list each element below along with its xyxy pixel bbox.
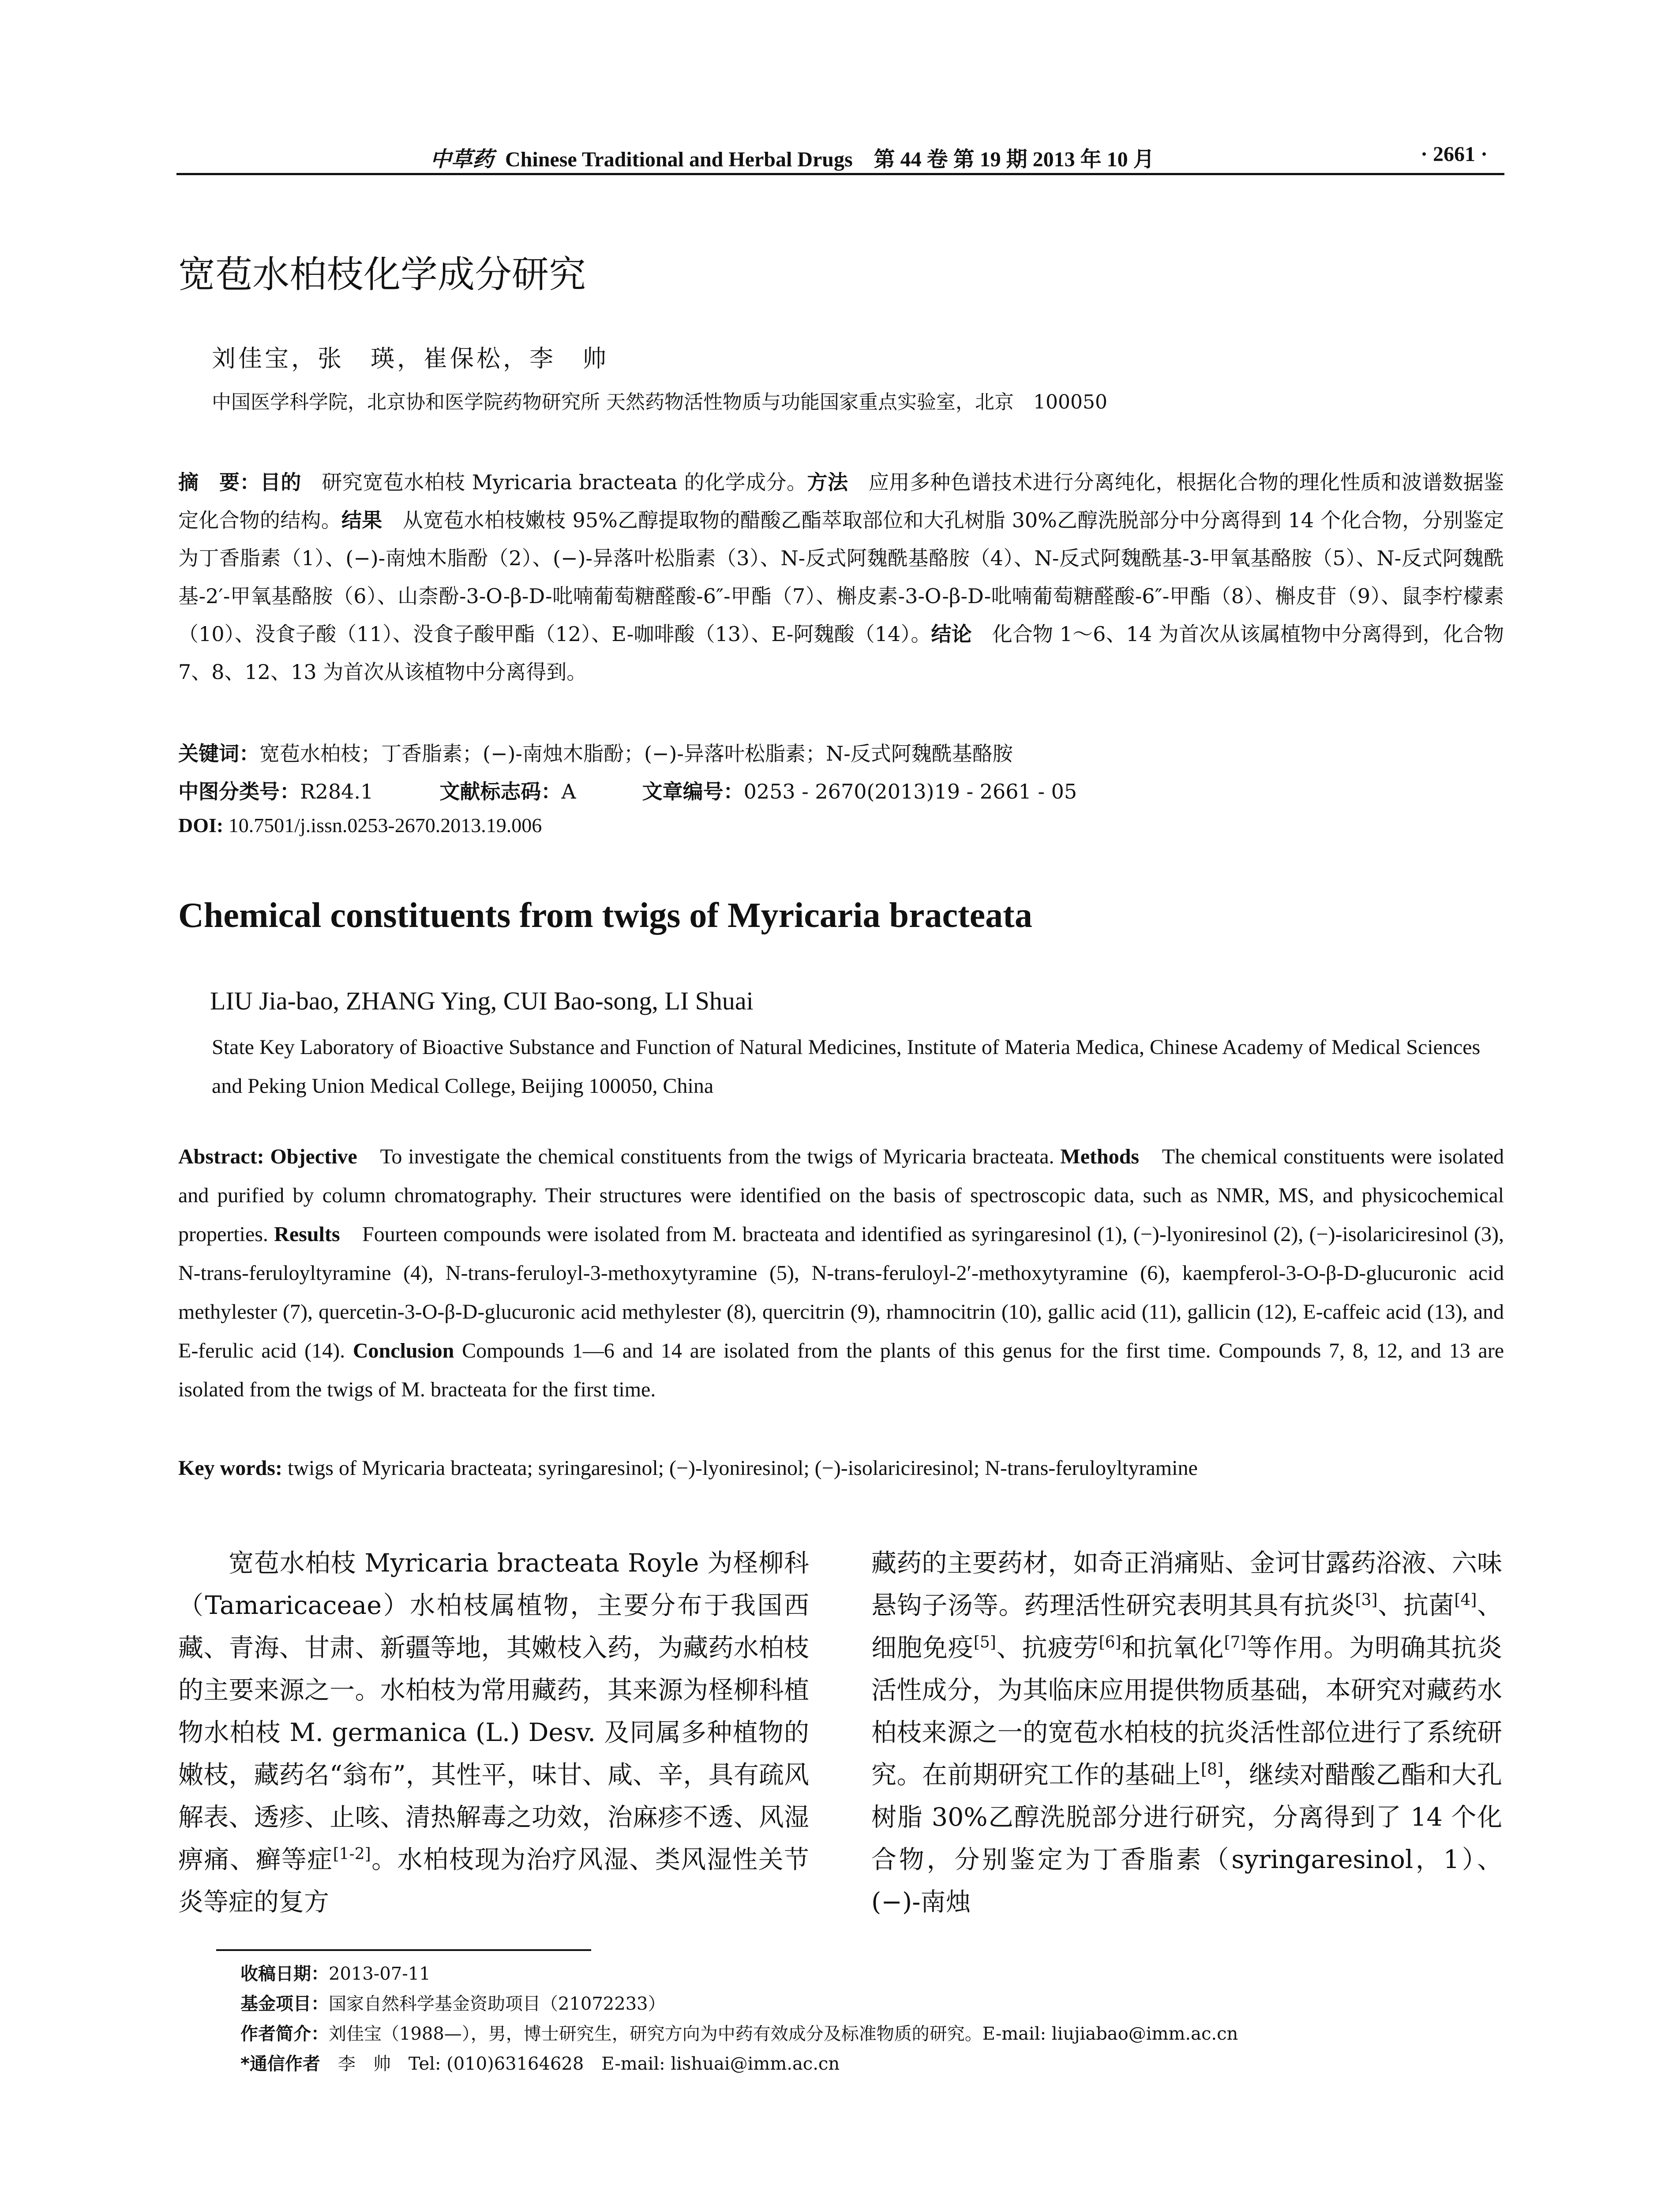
doi-value: 10.7501/j.issn.0253-2670.2013.19.006: [223, 814, 542, 837]
body-left-text: 宽苞水柏枝 Myricaria bracteata Royle 为柽柳科（Tamaricaceae）水柏枝属植物，主要分布于我国西藏、青海、甘肃、新疆等地，其嫩枝入药，为藏药水柏枝的主要来源之一。水柏枝为常用藏药，其来源为柽柳科植物水柏枝 M. germanica (L.) Desv. 及同属多种植物的嫩枝，藏药名“翁布”，其性平，味甘、咸、辛，具有疏风解表、透疹、止咳、清热解毒之功效，治麻疹不透、风湿痹痛、癣等症: [178, 1549, 809, 1874]
citation-7: [7]: [1224, 1633, 1247, 1651]
bio-label: 作者简介：: [240, 2024, 329, 2044]
footnote-received: [240, 1959, 1238, 1989]
body-right-text-e: 和抗氧化: [1121, 1633, 1224, 1662]
keywords-en-text: twigs of Myricaria bracteata; syringaresinol; (−)-lyoniresinol; (−)-isolariciresinol; N-trans-feruloyltyramine: [282, 1456, 1198, 1480]
citation-6: [6]: [1099, 1633, 1121, 1651]
doc-code-value: A: [561, 780, 576, 803]
citation-5: [5]: [973, 1633, 996, 1651]
keywords-en: [178, 1456, 1198, 1480]
footnote-corresponding: [240, 2049, 1238, 2079]
body-column-left: [178, 1542, 809, 1923]
footnote-divider: [216, 1949, 591, 1951]
abstract-en-label: Abstract: Objective: [178, 1145, 357, 1168]
citation-3: [3]: [1355, 1591, 1378, 1609]
bio-text: 刘佳宝（1988—），男，博士研究生，研究方向为中药有效成分及标准物质的研究。E-mail: liujiabao@imm.ac.cn: [329, 2024, 1238, 2044]
body-right-text-b: 、抗菌: [1377, 1591, 1455, 1620]
received-date: 2013-07-11: [329, 1964, 431, 1984]
objective-label: 目的: [260, 470, 301, 494]
footnotes: [240, 1959, 1238, 2079]
title-cn: 宽苞水柏枝化学成分研究: [178, 253, 586, 296]
keywords-cn: [178, 738, 1013, 767]
footnote-fund: [240, 1989, 1238, 2019]
methods-text: 应用多种色谱技术进行分离纯化，根据化合物的理化性质和波谱数据鉴定化合物的结构。: [178, 470, 1504, 532]
page-number: · 2661 ·: [1420, 143, 1488, 166]
footnote-author-bio: [240, 2019, 1238, 2049]
corresponding-text: 李 帅 Tel: (010)63164628 E-mail: lishuai@imm.ac.cn: [320, 2054, 840, 2074]
objective-text: 研究宽苞水柏枝 Myricaria bracteata 的化学成分。: [301, 470, 807, 494]
article-no-value: 0253 - 2670(2013)19 - 2661 - 05: [743, 780, 1077, 803]
methods-en-label: Methods: [1060, 1145, 1140, 1168]
keywords-en-label: Key words:: [178, 1456, 282, 1480]
affiliation-en: State Key Laboratory of Bioactive Substance and Function of Natural Medicines, Institute of Materia Medica, Chinese Academy of Medical Sciences and Peking Union Medical College, Beijing 100050, China: [212, 1035, 1481, 1098]
corresponding-label: *通信作者: [240, 2054, 320, 2074]
abstract-label: 摘 要：: [178, 470, 260, 494]
objective-en-text: To investigate the chemical constituents from the twigs of Myricaria bracteata.: [357, 1145, 1061, 1168]
body-left-tail: 。水柏枝现为治疗风湿、类风湿性关节炎等症的复方: [178, 1845, 810, 1917]
classification-line: [178, 776, 1077, 805]
body-right-text-c: 、细胞免疫: [871, 1591, 1503, 1662]
journal-issue: Chinese Traditional and Herbal Drugs 第 44 卷 第 19 期 2013 年 10 月: [505, 148, 1155, 171]
received-label: 收稿日期：: [240, 1964, 329, 1984]
body-right-text-a: 藏药的主要药材，如奇正消痛贴、金诃甘露药浴液、六味悬钩子汤等。药理活性研究表明其具有抗炎: [871, 1549, 1502, 1620]
fund-text: 国家自然科学基金资助项目（21072233）: [329, 1994, 666, 2014]
fund-label: 基金项目：: [240, 1994, 329, 2014]
authors-cn: 刘佳宝，张 瑛，崔保松，李 帅: [212, 345, 609, 372]
authors-en: LIU Jia-bao, ZHANG Ying, CUI Bao-song, LI Shuai: [210, 987, 754, 1015]
keywords-text: 宽苞水柏枝；丁香脂素；(−)-南烛木脂酚；(−)-异落叶松脂素；N-反式阿魏酰基酪胺: [259, 742, 1013, 765]
keywords-label: 关键词：: [178, 742, 259, 765]
results-en-text: Fourteen compounds were isolated from M. bracteata and identified as syringaresinol (1), (−)-lyoniresinol (2), (−)-isolariciresinol (3), N-trans-feruloyltyramine (4), N-trans-feruloyl-3-methoxytyramine (5), N-trans-feruloyl-2′-methoxytyramine (6), kaempferol-3-O-β-D-glucuronic acid methylester (7), quercetin-3-O-β-D-glucuronic acid methylester (8), quercitrin (9), rhamnocitrin (10), gallic acid (11), gallicin (12), E-caffeic acid (13), and E-ferulic acid (14).: [178, 1223, 1504, 1362]
abstract-en: [178, 1137, 1504, 1409]
clc-value: R284.1: [300, 780, 374, 803]
results-label: 结果: [341, 508, 382, 532]
results-en-label: Results: [274, 1223, 340, 1246]
affiliation-cn: 中国医学科学院，北京协和医学院药物研究所 天然药物活性物质与功能国家重点实验室，北京 100050: [212, 391, 1107, 413]
body-right-text-f: 等作用。为明确其抗炎活性成分，为其临床应用提供物质基础，本研究对藏药水柏枝来源之一的宽苞水柏枝的抗炎活性部位进行了系统研究。在前期研究工作的基础上: [871, 1633, 1503, 1790]
results-text: 从宽苞水柏枝嫩枝 95%乙醇提取物的醋酸乙酯萃取部位和大孔树脂 30%乙醇洗脱部分中分离得到 14 个化合物，分别鉴定为丁香脂素（1）、(−)-南烛木脂酚（2）、(−)-异落叶松脂素（3）、N-反式阿魏酰基酪胺（4）、N-反式阿魏酰基-3-甲氧基酪胺（5）、N-反式阿魏酰基-2′-甲氧基酪胺（6）、山柰酚-3-O-β-D-吡喃葡萄糖醛酸-6″-甲酯（7）、槲皮素-3-O-β-D-吡喃葡萄糖醛酸-6″-甲酯（8）、槲皮苷（9）、鼠李柠檬素（10）、没食子酸（11）、没食子酸甲酯（12）、E-咖啡酸（13）、E-阿魏酸（14）。: [178, 508, 1504, 646]
conclusion-en-label: Conclusion: [352, 1339, 454, 1362]
title-en: Chemical constituents from twigs of Myricaria bracteata: [178, 896, 1032, 935]
journal-name-cn: 中草药: [430, 147, 494, 172]
citation-4: [4]: [1454, 1591, 1477, 1609]
doc-code-label: 文献标志码：: [439, 780, 562, 803]
clc-label: 中图分类号：: [178, 780, 300, 803]
conclusion-text: 化合物 1～6、14 为首次从该属植物中分离得到，化合物 7、8、12、13 为首次从该植物中分离得到。: [178, 622, 1504, 684]
citation-1-2: [1-2]: [333, 1845, 371, 1863]
methods-en-text: The chemical constituents were isolated and purified by column chromatography. Their structures were identified on the basis of spectroscopic data, such as NMR, MS, and physicochemical properties.: [178, 1145, 1504, 1246]
body-column-right: [871, 1542, 1502, 1923]
body-right-text-g: ，继续对醋酸乙酯和大孔树脂 30%乙醇洗脱部分进行研究，分离得到了 14 个化合物，分别鉴定为丁香脂素（syringaresinol，1）、(−)-南烛: [871, 1760, 1503, 1917]
abstract-cn: [178, 463, 1504, 691]
running-header: [176, 140, 1504, 175]
methods-label: 方法: [807, 470, 848, 494]
article-no-label: 文章编号：: [642, 780, 744, 803]
citation-8: [8]: [1200, 1760, 1223, 1778]
journal-info: [430, 142, 1155, 173]
conclusion-en-text: Compounds 1—6 and 14 are isolated from the plants of this genus for the first time. Compounds 7, 8, 12, and 13 are isolated from the twigs of M. bracteata for the first time.: [178, 1339, 1504, 1401]
conclusion-label: 结论: [931, 622, 972, 646]
doi-label: DOI:: [178, 814, 224, 837]
body-right-text-d: 、抗疲劳: [996, 1633, 1099, 1662]
doi-line: [178, 814, 542, 837]
